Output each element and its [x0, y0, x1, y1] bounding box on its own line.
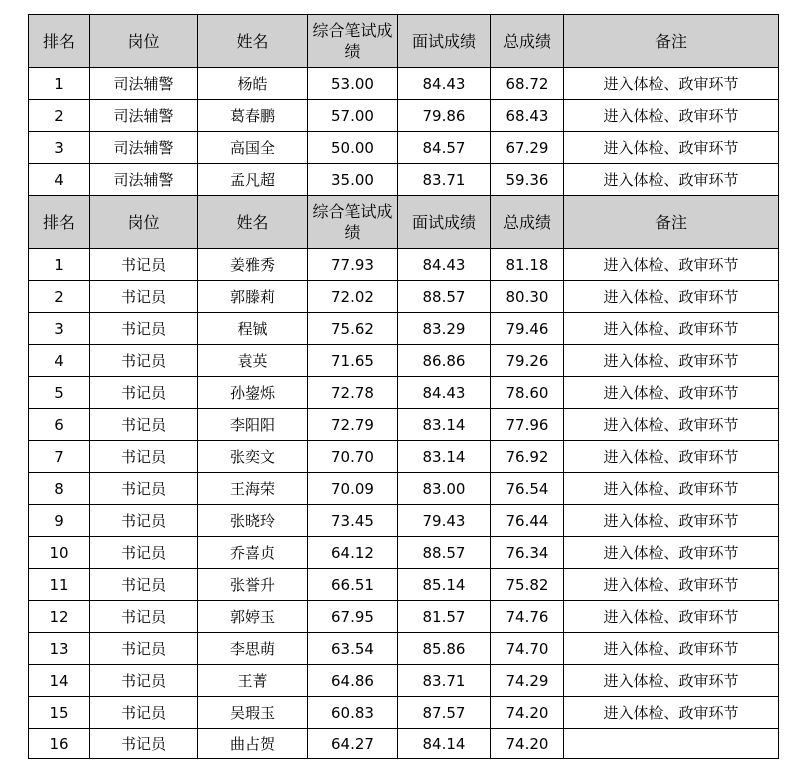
cell-name: 杨皓: [198, 68, 308, 100]
cell-total-score: 75.82: [491, 569, 564, 601]
cell-written-score: 53.00: [308, 68, 398, 100]
cell-total-score: 77.96: [491, 409, 564, 441]
header-written-score: 综合笔试成绩: [308, 196, 398, 249]
cell-total-score: 74.29: [491, 665, 564, 697]
cell-written-score: 77.93: [308, 249, 398, 281]
header-total-score: 总成绩: [491, 15, 564, 68]
cell-remark: 进入体检、政审环节: [564, 569, 779, 601]
cell-written-score: 64.12: [308, 537, 398, 569]
cell-rank: 2: [29, 100, 90, 132]
cell-rank: 3: [29, 132, 90, 164]
cell-total-score: 78.60: [491, 377, 564, 409]
cell-interview-score: 86.86: [398, 345, 491, 377]
cell-position: 书记员: [90, 313, 198, 345]
cell-remark: 进入体检、政审环节: [564, 409, 779, 441]
cell-name: 王海荣: [198, 473, 308, 505]
cell-written-score: 57.00: [308, 100, 398, 132]
cell-interview-score: 84.43: [398, 377, 491, 409]
cell-name: 李阳阳: [198, 409, 308, 441]
cell-total-score: 76.44: [491, 505, 564, 537]
cell-rank: 4: [29, 164, 90, 196]
table-row: [29, 249, 779, 281]
table-row: [29, 409, 779, 441]
table-row: [29, 68, 779, 100]
cell-position: 书记员: [90, 633, 198, 665]
cell-written-score: 63.54: [308, 633, 398, 665]
cell-position: 书记员: [90, 441, 198, 473]
cell-total-score: 80.30: [491, 281, 564, 313]
cell-name: 乔喜贞: [198, 537, 308, 569]
cell-written-score: 72.79: [308, 409, 398, 441]
cell-total-score: 76.54: [491, 473, 564, 505]
cell-position: 司法辅警: [90, 164, 198, 196]
cell-interview-score: 84.43: [398, 68, 491, 100]
cell-rank: 11: [29, 569, 90, 601]
header-remark: 备注: [564, 196, 779, 249]
table-row: [29, 569, 779, 601]
cell-position: 书记员: [90, 569, 198, 601]
cell-position: 书记员: [90, 697, 198, 729]
cell-written-score: 72.02: [308, 281, 398, 313]
cell-rank: 2: [29, 281, 90, 313]
cell-written-score: 75.62: [308, 313, 398, 345]
cell-written-score: 50.00: [308, 132, 398, 164]
header-interview-score: 面试成绩: [398, 15, 491, 68]
cell-position: 书记员: [90, 345, 198, 377]
table-row: [29, 633, 779, 665]
cell-interview-score: 84.57: [398, 132, 491, 164]
cell-remark: 进入体检、政审环节: [564, 441, 779, 473]
cell-name: 孟凡超: [198, 164, 308, 196]
results-table: [28, 14, 779, 759]
cell-total-score: 59.36: [491, 164, 564, 196]
cell-position: 司法辅警: [90, 68, 198, 100]
cell-remark: 进入体检、政审环节: [564, 132, 779, 164]
cell-rank: 1: [29, 249, 90, 281]
cell-position: 书记员: [90, 281, 198, 313]
cell-written-score: 35.00: [308, 164, 398, 196]
cell-remark: 进入体检、政审环节: [564, 537, 779, 569]
cell-remark: 进入体检、政审环节: [564, 345, 779, 377]
cell-interview-score: 85.86: [398, 633, 491, 665]
cell-interview-score: 81.57: [398, 601, 491, 633]
table-header-row: [29, 15, 779, 68]
cell-rank: 1: [29, 68, 90, 100]
cell-position: 书记员: [90, 409, 198, 441]
cell-name: 葛春鹏: [198, 100, 308, 132]
header-position: 岗位: [90, 196, 198, 249]
cell-interview-score: 87.57: [398, 697, 491, 729]
cell-name: 郭婷玉: [198, 601, 308, 633]
table-row: [29, 473, 779, 505]
cell-interview-score: 83.71: [398, 164, 491, 196]
cell-remark: 进入体检、政审环节: [564, 697, 779, 729]
cell-total-score: 79.26: [491, 345, 564, 377]
cell-written-score: 70.09: [308, 473, 398, 505]
cell-interview-score: 88.57: [398, 281, 491, 313]
cell-total-score: 74.20: [491, 697, 564, 729]
cell-rank: 10: [29, 537, 90, 569]
table-row: [29, 313, 779, 345]
cell-written-score: 64.27: [308, 729, 398, 759]
cell-position: 书记员: [90, 473, 198, 505]
table-row: [29, 345, 779, 377]
cell-written-score: 70.70: [308, 441, 398, 473]
table-row: [29, 601, 779, 633]
cell-name: 张晓玲: [198, 505, 308, 537]
header-total-score: 总成绩: [491, 196, 564, 249]
table-row: [29, 100, 779, 132]
table-header-row: [29, 196, 779, 249]
header-name: 姓名: [198, 15, 308, 68]
header-interview-score: 面试成绩: [398, 196, 491, 249]
cell-total-score: 68.72: [491, 68, 564, 100]
cell-name: 王菁: [198, 665, 308, 697]
cell-written-score: 60.83: [308, 697, 398, 729]
table-body: [29, 15, 779, 759]
cell-total-score: 79.46: [491, 313, 564, 345]
cell-name: 高国全: [198, 132, 308, 164]
cell-name: 张誉升: [198, 569, 308, 601]
cell-interview-score: 84.14: [398, 729, 491, 759]
cell-position: 书记员: [90, 377, 198, 409]
cell-name: 姜雅秀: [198, 249, 308, 281]
cell-written-score: 71.65: [308, 345, 398, 377]
cell-remark: 进入体检、政审环节: [564, 473, 779, 505]
table-row: [29, 729, 779, 759]
cell-remark: 进入体检、政审环节: [564, 313, 779, 345]
cell-written-score: 66.51: [308, 569, 398, 601]
cell-remark: 进入体检、政审环节: [564, 505, 779, 537]
cell-interview-score: 83.29: [398, 313, 491, 345]
cell-name: 曲占贺: [198, 729, 308, 759]
cell-total-score: 68.43: [491, 100, 564, 132]
cell-total-score: 74.20: [491, 729, 564, 759]
table-row: [29, 505, 779, 537]
header-rank: 排名: [29, 196, 90, 249]
cell-name: 李思萌: [198, 633, 308, 665]
cell-rank: 12: [29, 601, 90, 633]
table-row: [29, 537, 779, 569]
cell-interview-score: 83.14: [398, 441, 491, 473]
header-name: 姓名: [198, 196, 308, 249]
cell-rank: 14: [29, 665, 90, 697]
cell-rank: 5: [29, 377, 90, 409]
cell-rank: 15: [29, 697, 90, 729]
cell-written-score: 72.78: [308, 377, 398, 409]
table-row: [29, 441, 779, 473]
cell-remark: [564, 729, 779, 759]
cell-remark: 进入体检、政审环节: [564, 377, 779, 409]
cell-position: 书记员: [90, 249, 198, 281]
cell-name: 孙鋆烁: [198, 377, 308, 409]
cell-rank: 6: [29, 409, 90, 441]
cell-rank: 16: [29, 729, 90, 759]
cell-interview-score: 88.57: [398, 537, 491, 569]
cell-rank: 7: [29, 441, 90, 473]
cell-position: 书记员: [90, 665, 198, 697]
header-rank: 排名: [29, 15, 90, 68]
cell-name: 张奕文: [198, 441, 308, 473]
cell-total-score: 67.29: [491, 132, 564, 164]
cell-interview-score: 83.00: [398, 473, 491, 505]
cell-position: 书记员: [90, 505, 198, 537]
cell-interview-score: 79.86: [398, 100, 491, 132]
table-row: [29, 377, 779, 409]
cell-written-score: 73.45: [308, 505, 398, 537]
cell-remark: 进入体检、政审环节: [564, 164, 779, 196]
table-row: [29, 665, 779, 697]
cell-position: 书记员: [90, 729, 198, 759]
cell-remark: 进入体检、政审环节: [564, 68, 779, 100]
cell-rank: 9: [29, 505, 90, 537]
cell-total-score: 76.92: [491, 441, 564, 473]
cell-remark: 进入体检、政审环节: [564, 281, 779, 313]
cell-total-score: 74.70: [491, 633, 564, 665]
cell-total-score: 74.76: [491, 601, 564, 633]
header-remark: 备注: [564, 15, 779, 68]
cell-rank: 8: [29, 473, 90, 505]
cell-position: 书记员: [90, 601, 198, 633]
cell-interview-score: 84.43: [398, 249, 491, 281]
cell-remark: 进入体检、政审环节: [564, 633, 779, 665]
cell-written-score: 64.86: [308, 665, 398, 697]
cell-position: 司法辅警: [90, 132, 198, 164]
cell-total-score: 76.34: [491, 537, 564, 569]
cell-rank: 3: [29, 313, 90, 345]
table-row: [29, 132, 779, 164]
cell-name: 袁英: [198, 345, 308, 377]
cell-name: 郭滕莉: [198, 281, 308, 313]
table-row: [29, 164, 779, 196]
cell-remark: 进入体检、政审环节: [564, 665, 779, 697]
cell-interview-score: 85.14: [398, 569, 491, 601]
table-row: [29, 697, 779, 729]
cell-name: 吴瑕玉: [198, 697, 308, 729]
cell-interview-score: 83.14: [398, 409, 491, 441]
table-row: [29, 281, 779, 313]
cell-remark: 进入体检、政审环节: [564, 249, 779, 281]
header-written-score: 综合笔试成绩: [308, 15, 398, 68]
cell-remark: 进入体检、政审环节: [564, 100, 779, 132]
cell-interview-score: 79.43: [398, 505, 491, 537]
header-position: 岗位: [90, 15, 198, 68]
cell-total-score: 81.18: [491, 249, 564, 281]
cell-interview-score: 83.71: [398, 665, 491, 697]
cell-rank: 4: [29, 345, 90, 377]
cell-position: 书记员: [90, 537, 198, 569]
cell-name: 程铖: [198, 313, 308, 345]
cell-rank: 13: [29, 633, 90, 665]
cell-written-score: 67.95: [308, 601, 398, 633]
cell-remark: 进入体检、政审环节: [564, 601, 779, 633]
cell-position: 司法辅警: [90, 100, 198, 132]
